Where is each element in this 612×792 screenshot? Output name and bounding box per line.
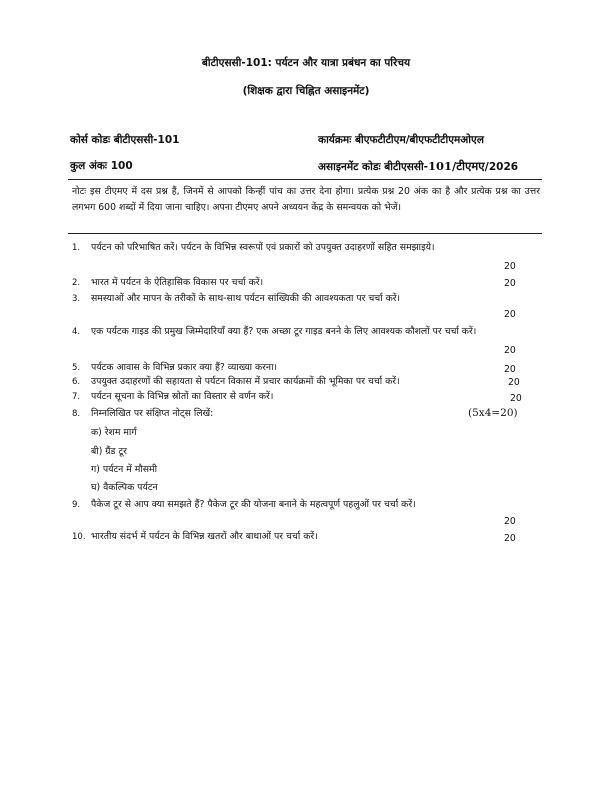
- question-text: पर्यटक आवास के विभिन्न प्रकार क्या हैं? व्याख्या करना।: [91, 362, 278, 373]
- divider-top: [68, 179, 542, 180]
- question-marks: 20: [504, 516, 516, 527]
- question-text: पैकेज टूर से आप क्या समझते हैं? पैकेज टूर की योजना बनाने के महत्वपूर्ण पहलुओं पर चर्चा करें।: [91, 499, 416, 510]
- question-marks: 20: [504, 345, 516, 356]
- question-text: पर्यटन को परिभाषित करें। पर्यटन के विभिन्न स्वरूपों एवं प्रकारों को उपयुक्त उदाहरणों सहित समझाइये।: [91, 242, 435, 253]
- question-number: 1.: [72, 243, 81, 253]
- programme: कार्यक्रमः बीएफटीटीएम/बीएफटीटीएमओएल: [318, 134, 484, 146]
- question-text: भारतीय संदर्भ में पर्यटन के विभिन्न खतरों और बाधाओं पर चर्चा करें।: [91, 531, 318, 542]
- question-number: 9.: [72, 500, 81, 510]
- course-code: कोर्स कोडः बीटीएससी-101: [70, 134, 180, 146]
- question-marks: 20: [504, 309, 516, 320]
- question-text: एक पर्यटक गाइड की प्रमुख जिम्मेदारियाँ क्या हैं? एक अच्छा टूर गाइड बनने के लिए आवश्यक कौशलों पर चर्चा करें।: [91, 326, 477, 337]
- question-number: 5.: [72, 363, 81, 373]
- question-number: 8.: [72, 409, 81, 419]
- instructions-note: नोटः इस टीएमए में दस प्रश्न हैं, जिनमें से आपको किन्हीं पांच का उत्तर देना होगा। प्रत्येक प्रश्न 20 अंक का है और प्रत्येक प्रश्न का उत्तर लगभग 600 शब्दों में दिया जाना चाहिए। अपना टीएमए अपने अध्ययन केंद्र के समन्वयक को भेजें।: [72, 186, 540, 213]
- question-marks: 20: [504, 364, 516, 375]
- question-text: पर्यटन सूचना के विभिन्न स्रोतों का विस्तार से वर्णन करें।: [91, 391, 274, 402]
- question-marks: 20: [504, 278, 516, 289]
- question-number: 3.: [72, 294, 81, 304]
- question-marks: 20: [504, 261, 516, 272]
- assignment-code-serif: 101/टीएमए/: [428, 159, 489, 173]
- question-number: 7.: [72, 392, 81, 402]
- question-marks: 20: [510, 393, 522, 404]
- question-marks: (5x4=20): [468, 407, 518, 419]
- question-number: 4.: [72, 327, 81, 337]
- question-marks: 20: [504, 533, 516, 544]
- question-text: उपयुक्त उदाहरणों की सहायता से पर्यटन विकास में प्रचार कार्यक्रमों की भूमिका पर चर्चा करें।: [91, 376, 400, 387]
- assignment-code-prefix: असाइनमेंट कोडः बीटीएससी-: [318, 161, 429, 173]
- subitem: घ) वैकल्पिक पर्यटन: [91, 482, 158, 493]
- question-text: निम्नलिखित पर संक्षिप्त नोट्स लिखें:: [91, 408, 214, 419]
- question-text: भारत में पर्यटन के ऐतिहासिक विकास पर चर्चा करें।: [91, 277, 264, 288]
- subitem: ग) पर्यटन में मौसमी: [91, 464, 158, 475]
- assignment-code: [318, 159, 518, 174]
- subitem: बी) ग्रैंड टूर: [91, 446, 127, 457]
- question-text: समस्याओं और मापन के तरीकों के साथ-साथ पर्यटन सांख्यिकी की आवश्यकता पर चर्चा करें।: [91, 293, 401, 304]
- document-subtitle: (शिक्षक द्वारा चिह्नित असाइनमेंट): [242, 85, 370, 97]
- total-marks: कुल अंकः 100: [70, 160, 133, 172]
- question-number: 6.: [72, 377, 81, 387]
- assignment-code-year: 2026: [488, 161, 519, 173]
- question-number: 2.: [72, 278, 81, 288]
- document-title: बीटीएससी-101: पर्यटन और यात्रा प्रबंधन का परिचय: [201, 57, 411, 69]
- subitem: क) रेशम मार्ग: [91, 427, 137, 438]
- question-marks: 20: [508, 377, 520, 388]
- divider-bottom: [68, 233, 542, 234]
- question-number: 10.: [72, 532, 86, 542]
